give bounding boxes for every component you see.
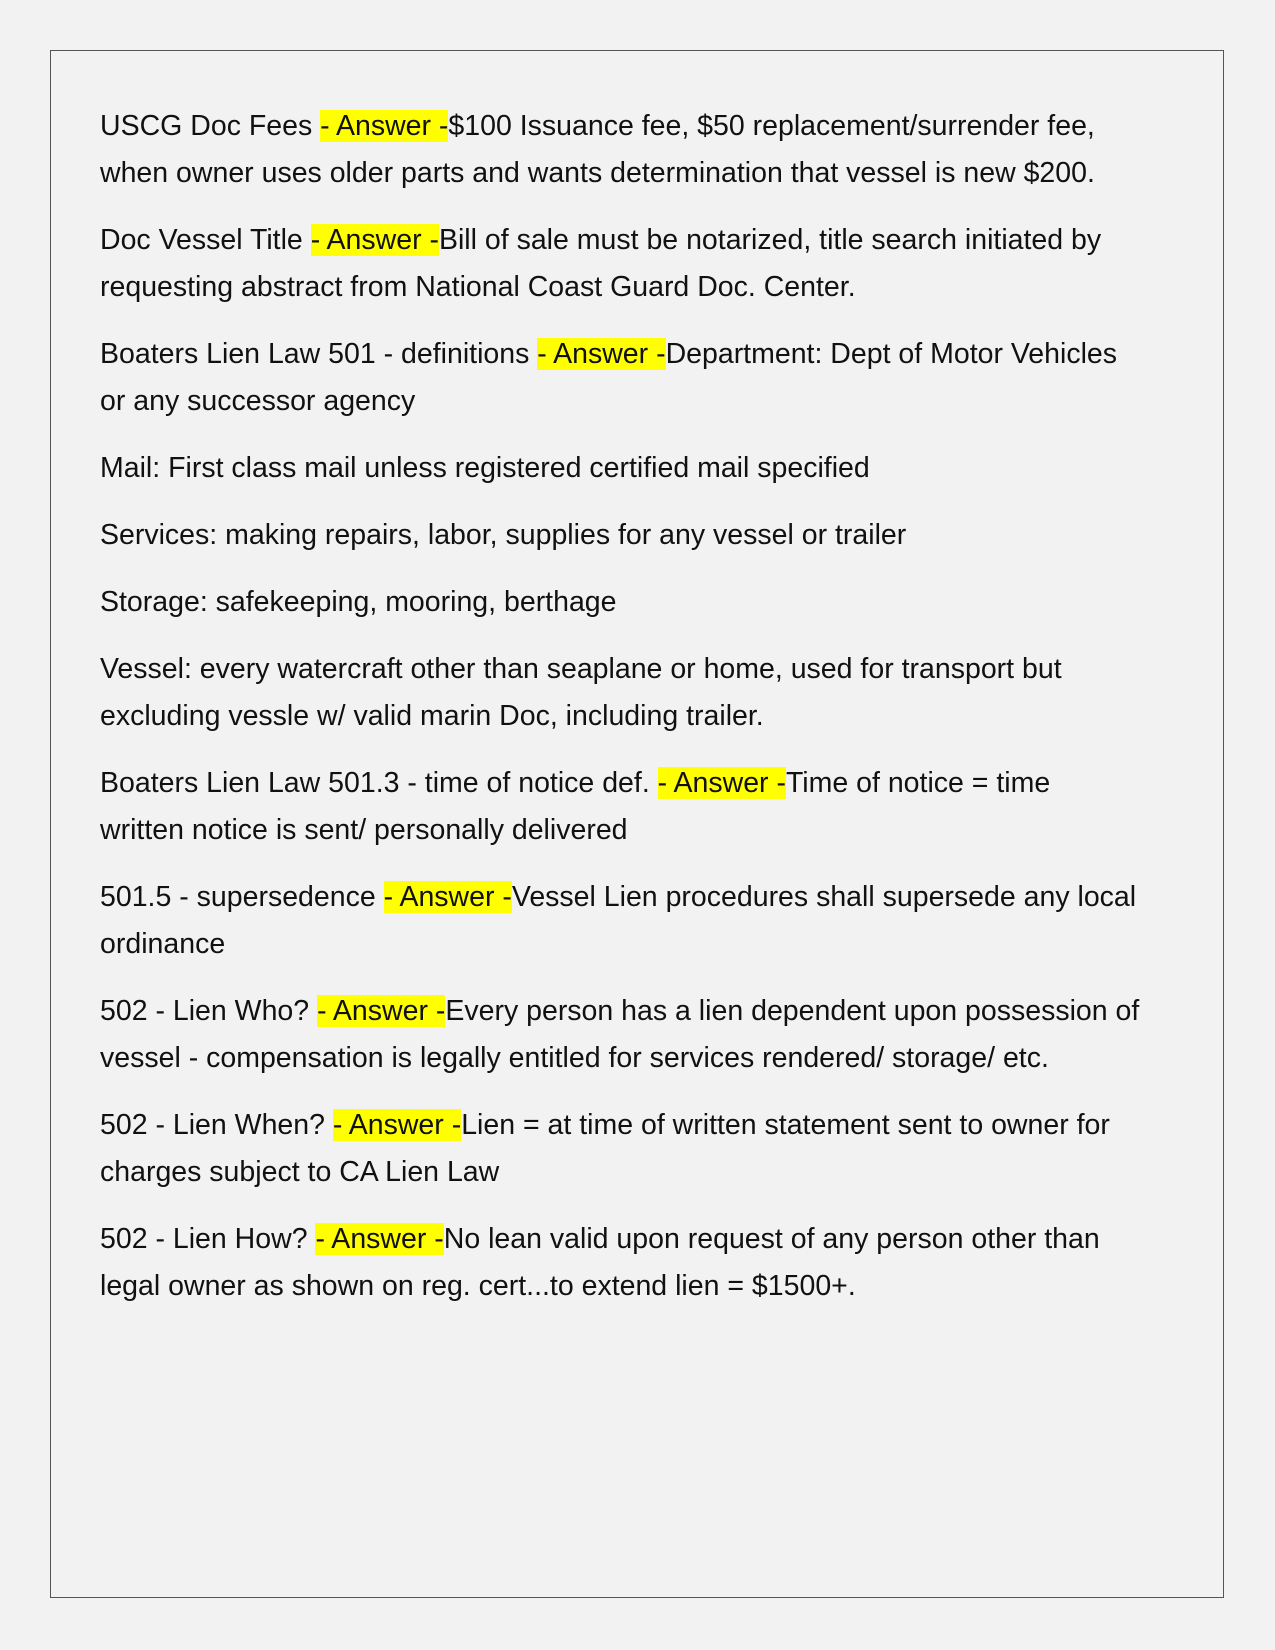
- entry-answer: $100 Issuance fee, $50 replacement/surrender fee, when owner uses older parts and wants determination that vessel is new $200.: [100, 110, 1095, 189]
- answer-marker: - Answer -: [657, 767, 786, 799]
- entry-answer: Bill of sale must be notarized, title search initiated by requesting abstract from National Coast Guard Doc. Center.: [100, 224, 1102, 303]
- entry-answer: Vessel Lien procedures shall supersede any local ordinance: [100, 881, 1137, 960]
- entry-term: USCG Doc Fees: [100, 110, 321, 142]
- definition-storage: Storage: safekeeping, mooring, berthage: [100, 586, 617, 618]
- entry-answer: Lien = at time of written statement sent to owner for charges subject to CA Lien Law: [100, 1109, 1110, 1188]
- answer-marker: - Answer -: [315, 1223, 444, 1255]
- entry-term: 502 - Lien When?: [100, 1109, 333, 1141]
- entry-term: Boaters Lien Law 501.3 - time of notice def.: [100, 767, 658, 799]
- definition-vessel: Vessel: every watercraft other than seaplane or home, used for transport but excluding vessle w/ valid marin Doc, including trailer.: [100, 653, 1062, 732]
- answer-marker: - Answer -: [332, 1109, 462, 1141]
- entry-term: 501.5 - supersedence: [100, 881, 384, 913]
- entry-answer: Every person has a lien dependent upon possession of vessel - compensation is legally entitled for services rendered/ storage/ etc.: [100, 995, 1140, 1074]
- answer-marker: - Answer -: [320, 110, 449, 142]
- entry-answer: Department: Dept of Motor Vehicles or any successor agency: [100, 338, 1118, 417]
- entry-answer: Time of notice = time written notice is sent/ personally delivered: [100, 767, 1051, 846]
- entry-doc-vessel-title: [100, 217, 1140, 311]
- entry-term: Boaters Lien Law 501 - definitions: [100, 338, 538, 370]
- entry-502-lien-how: [100, 1216, 1140, 1310]
- definition-services: Services: making repairs, labor, supplies for any vessel or trailer: [100, 519, 907, 551]
- entry-term: 502 - Lien Who?: [100, 995, 318, 1027]
- entry-answer: No lean valid upon request of any person other than legal owner as shown on reg. cert...to extend lien = $1500+.: [100, 1223, 1100, 1302]
- definition-mail: Mail: First class mail unless registered certified mail specified: [100, 452, 870, 484]
- entry-502-lien-when: [100, 1102, 1140, 1196]
- entry-uscg-doc-fees: [100, 103, 1140, 197]
- answer-marker: - Answer -: [537, 338, 666, 370]
- entry-term: 502 - Lien How?: [100, 1223, 316, 1255]
- entry-501-5-supersedence: [100, 874, 1140, 968]
- answer-marker: - Answer -: [310, 224, 439, 256]
- answer-marker: - Answer -: [317, 995, 446, 1027]
- document-body: [100, 103, 1140, 1330]
- entry-lien-law-501-3: [100, 760, 1140, 854]
- answer-marker: - Answer -: [383, 881, 512, 913]
- entry-502-lien-who: [100, 988, 1140, 1082]
- entry-lien-law-501-definitions: [100, 331, 1140, 425]
- entry-term: Doc Vessel Title: [100, 224, 311, 256]
